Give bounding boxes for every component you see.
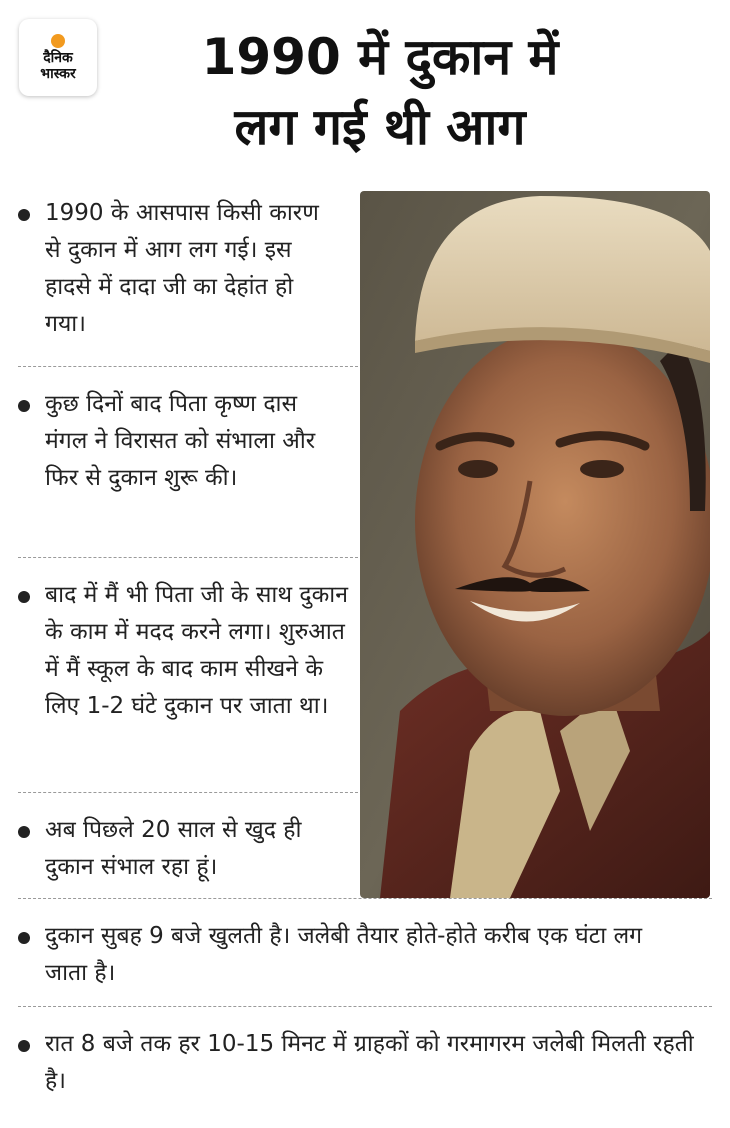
divider [18, 898, 712, 899]
brand-logo [19, 19, 97, 96]
headline [120, 22, 640, 162]
portrait-illustration [360, 191, 710, 898]
headline-line1: 1990 में दुकान में [201, 28, 559, 86]
list-item-text: बाद में मैं भी पिता जी के साथ दुकान के काम में मदद करने लगा। शुरुआत में मैं स्कूल के बाद काम सीखने के लिए 1-2 घंटे दुकान पर जाता था। [45, 582, 349, 719]
list-item [18, 812, 338, 886]
logo-text-line1: दैनिक [43, 49, 73, 66]
divider [18, 1006, 712, 1007]
list-item-text: रात 8 बजे तक हर 10-15 मिनट में ग्राहकों को गरमागरम जलेबी मिलती रहती है। [45, 1031, 694, 1094]
headline-line2: लग गई थी आग [234, 98, 526, 156]
bullet-icon [18, 400, 30, 412]
divider [18, 366, 358, 367]
bullet-icon [18, 1040, 30, 1052]
list-item [18, 577, 353, 725]
bullet-icon [18, 591, 30, 603]
bullet-icon [18, 209, 30, 221]
divider [18, 557, 358, 558]
bullet-icon [18, 826, 30, 838]
list-item-text: कुछ दिनों बाद पिता कृष्ण दास मंगल ने विरासत को संभाला और फिर से दुकान शुरू की। [45, 391, 316, 491]
divider [18, 792, 358, 793]
list-item [18, 1026, 708, 1100]
portrait-photo [360, 191, 710, 898]
list-item [18, 386, 338, 497]
list-item-text: दुकान सुबह 9 बजे खुलती है। जलेबी तैयार होते-होते करीब एक घंटा लग जाता है। [45, 923, 643, 986]
logo-text-line2: भास्कर [40, 65, 76, 82]
sun-icon [51, 34, 65, 48]
list-item-text: अब पिछले 20 साल से खुद ही दुकान संभाल रहा हूं। [45, 817, 302, 880]
list-item-text: 1990 के आसपास किसी कारण से दुकान में आग लग गई। इस हादसे में दादा जी का देहांत हो गया। [45, 200, 319, 337]
list-item [18, 918, 678, 992]
bullet-icon [18, 932, 30, 944]
list-item [18, 195, 338, 343]
